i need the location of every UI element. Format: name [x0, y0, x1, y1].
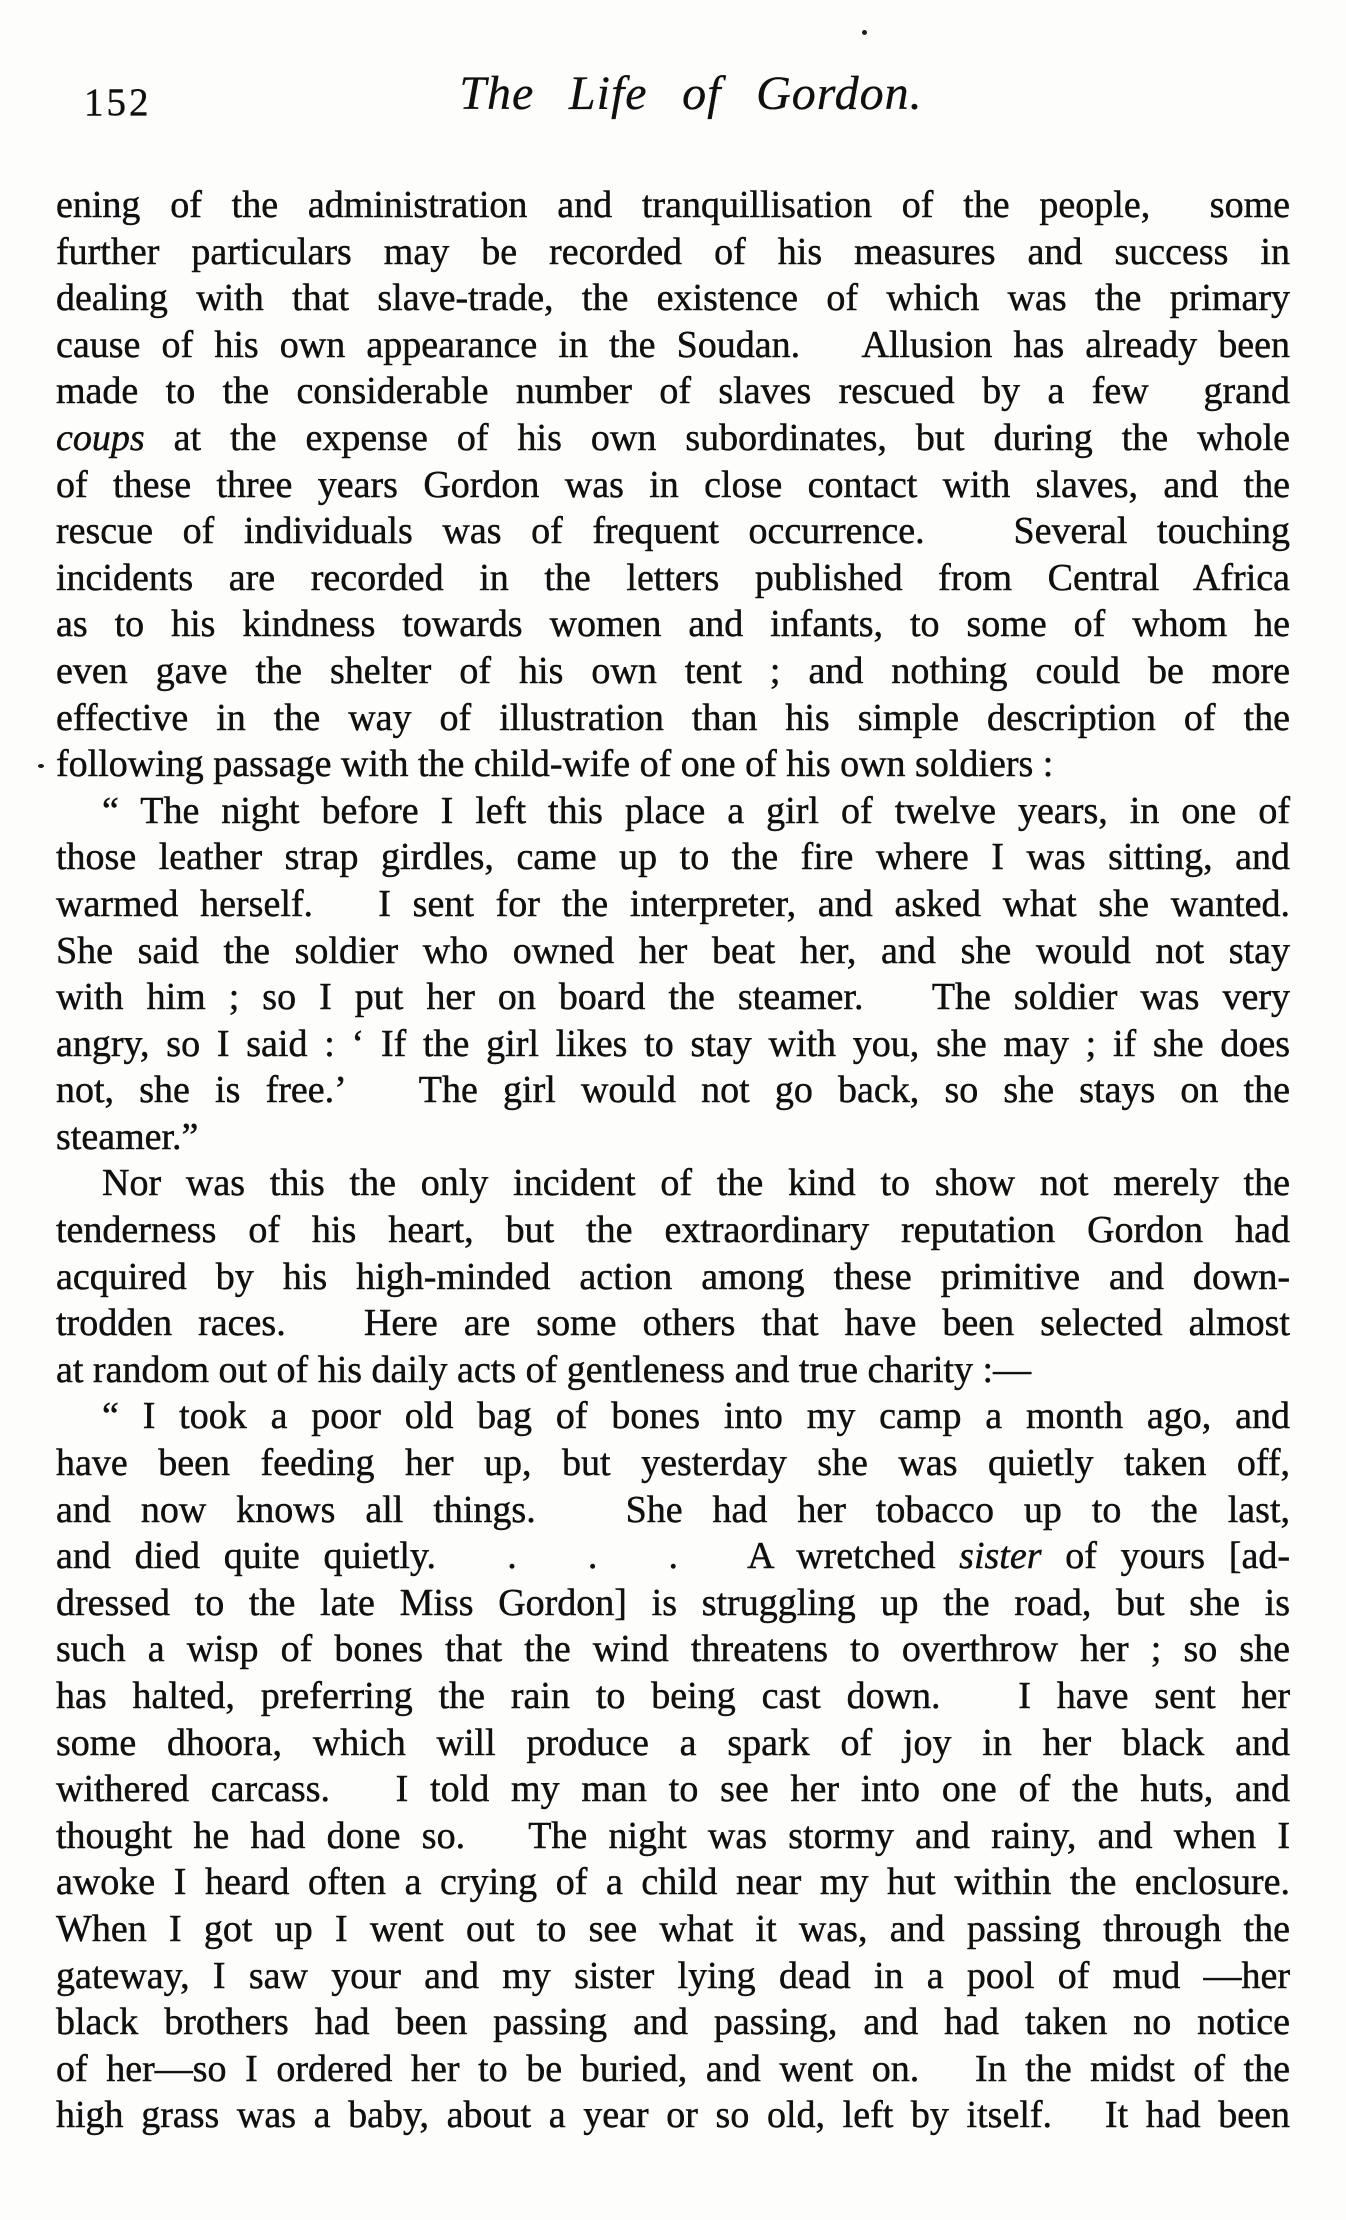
text-segment: not, she is free.’ The girl would not go back, so she stays on the — [56, 1069, 1290, 1112]
text-line — [56, 555, 1290, 602]
text-segment: “ The night before I left this place a girl of twelve years, in one of — [102, 789, 1290, 832]
text-line — [56, 1766, 1290, 1813]
text-segment: with him ; so I put her on board the steamer. The soldier was very — [56, 976, 1290, 1019]
text-segment: high grass was a baby, about a year or so old, left by itself. It had been — [56, 2094, 1290, 2137]
text-line — [56, 1300, 1290, 1347]
paragraph — [56, 788, 1290, 1161]
italic-text: sister — [959, 1535, 1042, 1578]
text-line — [56, 1207, 1290, 1254]
text-line — [56, 1673, 1290, 1720]
text-segment: effective in the way of illustration than his simple description of the — [56, 696, 1290, 739]
text-segment: of yours [ad- — [1041, 1535, 1290, 1578]
page-number: 152 — [84, 81, 152, 124]
text-segment: withered carcass. I told my man to see her into one of the huts, and — [56, 1768, 1290, 1811]
text-line — [56, 1813, 1290, 1860]
text-line — [56, 1440, 1290, 1487]
text-segment: of her—so I ordered her to be buried, and went on. In the midst of the — [56, 2047, 1290, 2090]
text-line — [56, 2046, 1290, 2093]
text-line — [56, 415, 1290, 462]
text-line — [56, 1906, 1290, 1953]
running-title: The Life of Gordon. — [459, 67, 923, 120]
text-segment: cause of his own appearance in the Soudan. Allusion has already been — [56, 323, 1290, 366]
text-segment: dressed to the late Miss Gordon] is struggling up the road, but she is — [56, 1581, 1290, 1624]
page-text — [56, 182, 1290, 2139]
text-line — [56, 1720, 1290, 1767]
text-segment: steamer.” — [56, 1115, 199, 1158]
text-segment: angry, so I said : ‘ If the girl likes to stay with you, she may ; if she does — [56, 1022, 1290, 1065]
text-line — [56, 881, 1290, 928]
text-line — [56, 275, 1290, 322]
text-line — [56, 1859, 1290, 1906]
text-segment: made to the considerable number of slaves rescued by a few grand — [56, 370, 1290, 413]
text-segment: further particulars may be recorded of his measures and success in — [56, 230, 1290, 273]
text-line — [56, 1953, 1290, 2000]
text-line — [56, 741, 1290, 788]
text-segment: When I got up I went out to see what it was, and passing through the — [56, 1907, 1290, 1950]
text-line — [56, 1999, 1290, 2046]
text-segment: as to his kindness towards women and infants, to some of whom he — [56, 603, 1290, 646]
text-segment: acquired by his high-minded action among these primitive and down- — [56, 1255, 1290, 1298]
text-line — [56, 601, 1290, 648]
text-line — [56, 834, 1290, 881]
italic-text: coups — [56, 416, 145, 459]
text-line — [56, 648, 1290, 695]
text-segment: of these three years Gordon was in close contact with slaves, and the — [56, 463, 1290, 506]
text-segment: ening of the administration and tranquillisation of the people, some — [56, 184, 1290, 226]
text-line — [56, 974, 1290, 1021]
text-line — [56, 322, 1290, 369]
text-line — [56, 1580, 1290, 1627]
text-segment: incidents are recorded in the letters published from Central Africa — [56, 556, 1290, 599]
text-line — [56, 1533, 1290, 1580]
text-line — [56, 1021, 1290, 1068]
text-line — [56, 182, 1290, 229]
text-line — [56, 368, 1290, 415]
text-segment: some dhoora, which will produce a spark of joy in her black and — [56, 1721, 1290, 1764]
text-segment: and died quite quietly. . . . A wretched — [56, 1535, 960, 1578]
text-segment: tenderness of his heart, but the extraordinary reputation Gordon had — [56, 1209, 1290, 1252]
text-segment: trodden races. Here are some others that have been selected almost — [56, 1302, 1290, 1345]
text-line — [56, 1347, 1290, 1394]
paragraph — [56, 1160, 1290, 1393]
text-line — [56, 788, 1290, 835]
text-segment: thought he had done so. The night was stormy and rainy, and when I — [56, 1814, 1290, 1857]
text-segment: black brothers had been passing and passing, and had taken no notice — [56, 2001, 1290, 2044]
text-segment: rescue of individuals was of frequent occurrence. Several touching — [56, 510, 1290, 553]
text-line — [56, 1067, 1290, 1114]
text-segment: such a wisp of bones that the wind threatens to overthrow her ; so she — [56, 1628, 1290, 1671]
text-segment: even gave the shelter of his own tent ; and nothing could be more — [56, 649, 1290, 692]
ink-speck — [862, 30, 867, 35]
ink-speck — [38, 764, 44, 768]
text-line — [56, 1626, 1290, 1673]
text-line — [56, 1487, 1290, 1534]
text-line — [56, 1254, 1290, 1301]
text-segment: She said the soldier who owned her beat her, and she would not stay — [56, 929, 1290, 972]
paragraph — [56, 1393, 1290, 2139]
text-line — [56, 229, 1290, 276]
text-line — [56, 1393, 1290, 1440]
text-line — [56, 508, 1290, 555]
text-line — [56, 1114, 1290, 1161]
paragraph — [56, 182, 1290, 788]
text-segment: at the expense of his own subordinates, but during the whole — [144, 416, 1290, 459]
text-segment: those leather strap girdles, came up to the fire where I was sitting, and — [56, 836, 1290, 879]
text-segment: following passage with the child-wife of one of his own soldiers : — [56, 743, 1054, 786]
text-segment: warmed herself. I sent for the interpreter, and asked what she wanted. — [56, 882, 1290, 925]
text-line — [56, 1160, 1290, 1207]
text-segment: awoke I heard often a crying of a child near my hut within the enclosure. — [56, 1861, 1290, 1904]
text-segment: gateway, I saw your and my sister lying dead in a pool of mud —her — [56, 1954, 1290, 1997]
text-line — [56, 462, 1290, 509]
text-line — [56, 695, 1290, 742]
text-segment: at random out of his daily acts of gentleness and true charity :— — [56, 1348, 1032, 1391]
text-segment: and now knows all things. She had her tobacco up to the last, — [56, 1488, 1290, 1531]
text-segment: dealing with that slave-trade, the existence of which was the primary — [56, 277, 1290, 320]
text-line — [56, 928, 1290, 975]
text-segment: Nor was this the only incident of the kind to show not merely the — [102, 1162, 1290, 1205]
text-segment: “ I took a poor old bag of bones into my camp a month ago, and — [102, 1395, 1290, 1438]
text-segment: has halted, preferring the rain to being cast down. I have sent her — [56, 1675, 1290, 1717]
text-line — [56, 2092, 1290, 2139]
text-segment: have been feeding her up, but yesterday she was quietly taken off, — [56, 1442, 1290, 1485]
